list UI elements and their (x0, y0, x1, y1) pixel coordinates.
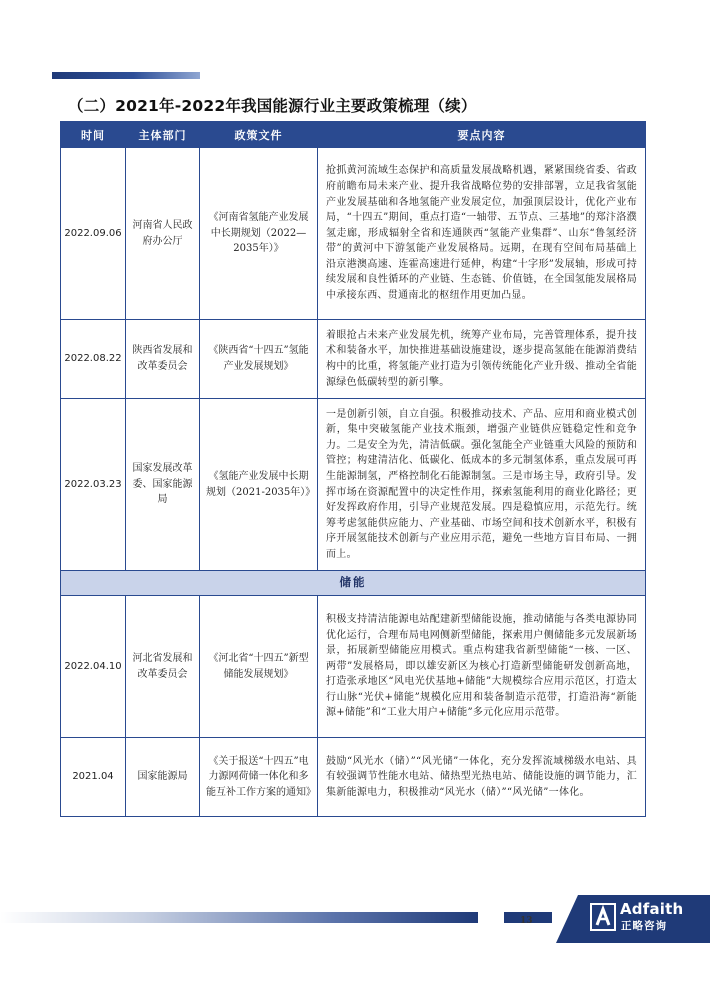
row-points: 鼓励“风光水（储）”“风光储”一体化，充分发挥流域梯级水电站、具有较强调节性能水电站、储热型光热电站、储能设施的调节能力，汇集新能源电力，积极推动“风光水（储）”“风光储”一体化。 (318, 738, 646, 817)
table-header-row (61, 122, 646, 148)
row-points: 抢抓黄河流域生态保护和高质量发展战略机遇，紧紧围绕省委、省政府前瞻布局未来产业、提升我省战略位势的安排部署，立足我省氢能产业发展基础和各地氢能产业发展定位，加强顶层设计，优化产业布局，“十四五”期间，重点打造“一轴带、五节点、三基地”的郑汴洛濮氢走廊，形成辐射全省和连通陕西“氢能产业集群”、山东“鲁氢经济带”的黄河中下游氢能产业发展格局。远期，在现有空间布局基础上沿京港澳高速、连霍高速进行延伸，构建“十字形”发展轴，形成可持续发展和良性循环的产业链、生态链、价值链，在全国氢能发展格局中承接东西、贯通南北的枢纽作用更加凸显。 (318, 148, 646, 320)
header-points: 要点内容 (318, 122, 646, 148)
row-doc: 《关于报送“十四五”电力源网荷储一体化和多能互补工作方案的通知》 (200, 738, 318, 817)
logo-name: Adfaith (620, 900, 684, 918)
row-dept: 河南省人民政府办公厅 (126, 148, 200, 320)
row-doc: 《河北省“十四五”新型储能发展规划》 (200, 596, 318, 738)
header-dept: 主体部门 (126, 122, 200, 148)
page-number: 13 (520, 916, 533, 926)
row-time: 2022.09.06 (61, 148, 126, 320)
logo-subtitle: 正略咨询 (621, 920, 667, 932)
top-accent-bar (52, 72, 200, 79)
table-row (61, 738, 646, 817)
row-dept: 陕西省发展和改革委员会 (126, 320, 200, 399)
table-row (61, 148, 646, 320)
row-points: 一是创新引领，自立自强。积极推动技术、产品、应用和商业模式创新，集中突破氢能产业技术瓶颈，增强产业链供应链稳定性和竞争力。二是安全为先，清洁低碳。强化氢能全产业链重大风险的预防和管控；构建清洁化、低碳化、低成本的多元制氢体系，重点发展可再生能源制氢，严格控制化石能源制氢。三是市场主导，政府引导。发挥市场在资源配置中的决定性作用，探索氢能利用的商业化路径；更好发挥政府作用，引导产业规范发展。四是稳慎应用，示范先行。统筹考虑氢能供应能力、产业基础、市场空间和技术创新水平，积极有序开展氢能技术创新与产业应用示范，避免一些地方盲目布局、一拥而上。 (318, 399, 646, 571)
adfaith-logo-icon (590, 903, 616, 931)
row-time: 2022.04.10 (61, 596, 126, 738)
table-row (61, 596, 646, 738)
header-time: 时间 (61, 122, 126, 148)
policy-table (60, 121, 646, 817)
footer-gradient-bar (0, 912, 478, 923)
table-row (61, 320, 646, 399)
row-time: 2022.08.22 (61, 320, 126, 399)
row-time: 2021.04 (61, 738, 126, 817)
section-title: （二）2021年-2022年我国能源行业主要政策梳理（续） (68, 97, 477, 115)
row-points: 着眼抢占未来产业发展先机，统筹产业布局，完善管理体系，提升技术和装备水平，加快推进基础设施建设，逐步提高氢能在能源消费结构中的比重，将氢能产业打造为引领传统能化产业升级、推动全省能源绿色低碳转型的新引擎。 (318, 320, 646, 399)
row-time: 2022.03.23 (61, 399, 126, 571)
subheader-storage: 储能 (61, 571, 646, 596)
row-doc: 《河南省氢能产业发展中长期规划（2022—2035年）》 (200, 148, 318, 320)
row-dept: 国家发展改革委、国家能源局 (126, 399, 200, 571)
header-doc: 政策文件 (200, 122, 318, 148)
row-doc: 《陕西省“十四五”氢能产业发展规划》 (200, 320, 318, 399)
row-points: 积极支持清洁能源电站配建新型储能设施，推动储能与各类电源协同优化运行，合理布局电网侧新型储能，探索用户侧储能多元发展新场景，拓展新型储能应用模式。重点构建我省新型储能“一核、一区、两带”发展格局，即以雄安新区为核心打造新型储能研发创新高地，打造张承地区“风电光伏基地+储能”大规模综合应用示范区，打造太行山脉“光伏+储能”规模化应用和装备制造示范带，打造沿海“新能源+储能”和“工业大用户+储能”多元化应用示范带。 (318, 596, 646, 738)
table-subheader-row (61, 571, 646, 596)
row-dept: 国家能源局 (126, 738, 200, 817)
row-dept: 河北省发展和改革委员会 (126, 596, 200, 738)
row-doc: 《氢能产业发展中长期规划（2021-2035年）》 (200, 399, 318, 571)
table-row (61, 399, 646, 571)
